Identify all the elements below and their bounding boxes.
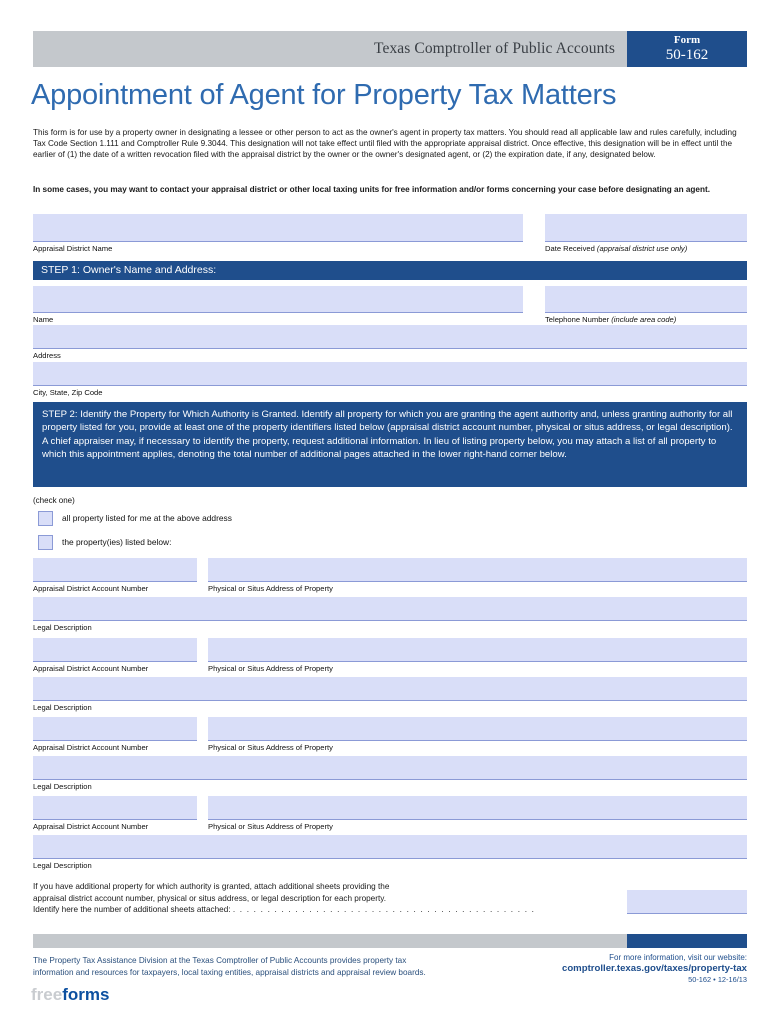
- property-legal-description-label: Legal Description: [33, 782, 92, 791]
- footer-website-link[interactable]: comptroller.texas.gov/taxes/property-tax: [561, 963, 747, 974]
- property-account-number-label: Appraisal District Account Number: [33, 584, 149, 593]
- freeforms-logo: [31, 985, 109, 1005]
- date-received-input[interactable]: [545, 214, 747, 242]
- logo-forms-text: forms: [62, 985, 110, 1004]
- footer-blue-bar: [627, 934, 747, 948]
- agency-name: Texas Comptroller of Public Accounts: [373, 40, 615, 57]
- checkbox-all-property-label: all property listed for me at the above address: [62, 513, 232, 523]
- form-number: 50-162: [665, 47, 709, 63]
- appraisal-district-name-label: Appraisal District Name: [33, 244, 113, 253]
- property-situs-address-input[interactable]: [208, 796, 747, 820]
- footer-description-line2: information and resources for taxpayers, local taxing entities, appraisal districts and appraisal review boards.: [33, 967, 426, 977]
- property-legal-description-label: Legal Description: [33, 623, 92, 632]
- page-title: Appointment of Agent for Property Tax Matters: [31, 79, 617, 111]
- property-situs-address-label: Physical or Situs Address of Property: [208, 584, 333, 593]
- step2-heading: STEP 2: Identify the Property for Which Authority is Granted. Identify all property for which you are granting the agent authority and, unless granting authority for all property listed for you, provide at least one of the property identifiers listed below (appraisal district account number, physical or situs address, or legal description). A chief appraiser may, if necessary to identify the property, request additional information. In lieu of listing property below, you may attach a list of all property to which this appointment applies, denoting the total number of additional pages attached in the lower right-hand corner below.: [33, 402, 747, 487]
- footer-description-line1: The Property Tax Assistance Division at the Texas Comptroller of Public Accounts provides property tax: [33, 956, 407, 965]
- leader-dots: . . . . . . . . . . . . . . . . . . . . . . . . . . . . . . . . . . . . . . . . . . . .: [232, 905, 536, 915]
- footer-more-info-text: For more information, visit our website:: [609, 953, 747, 962]
- header-gray-bar: [33, 31, 627, 67]
- intro-bold-paragraph: In some cases, you may want to contact your appraisal district or other local taxing units for free information and/or forms concerning your case before designating an agent.: [33, 185, 710, 194]
- property-account-number-label: Appraisal District Account Number: [33, 743, 149, 752]
- telephone-label: Telephone Number (include area code): [545, 315, 677, 324]
- property-account-number-input[interactable]: [33, 638, 197, 662]
- intro-paragraph: This form is for use by a property owner in designating a lessee or other person to act as the owner's agent in property tax matters. You should read all applicable law and rules carefully, including Tax Code Section 1.111 and Comptroller Rule 9.3044. This designation will not take effect until filed with the appropriate appraisal district. Once effective, this designation will be in effect until the earlier of (1) the date of a written revocation filed with the appraisal district by the owner or the owner's designated agent, or (2) the expiration date, if any, designated below.: [33, 128, 737, 160]
- property-legal-description-input[interactable]: [33, 756, 747, 780]
- property-situs-address-label: Physical or Situs Address of Property: [208, 664, 333, 673]
- footer-gray-bar: [33, 934, 627, 948]
- checkbox-listed-below[interactable]: [38, 535, 53, 550]
- city-state-zip-label: City, State, Zip Code: [33, 388, 103, 397]
- property-legal-description-label: Legal Description: [33, 703, 92, 712]
- owner-name-input[interactable]: [33, 286, 523, 313]
- logo-free-text: free: [31, 985, 63, 1004]
- date-received-label: Date Received (appraisal district use only): [545, 244, 688, 253]
- check-one-label: (check one): [33, 496, 75, 505]
- address-label: Address: [33, 351, 61, 360]
- form-label: Form: [673, 34, 701, 46]
- additional-sheets-count-input[interactable]: [627, 890, 747, 914]
- property-situs-address-label: Physical or Situs Address of Property: [208, 822, 333, 831]
- additional-sheets-line2: appraisal district account number, physical or situs address, or legal description for each property.: [33, 893, 386, 903]
- additional-sheets-note: [33, 881, 623, 916]
- telephone-input[interactable]: [545, 286, 747, 313]
- form-header: [33, 31, 747, 67]
- property-account-number-input[interactable]: [33, 558, 197, 582]
- property-account-number-input[interactable]: [33, 717, 197, 741]
- additional-sheets-prefix: Identify here the number of additional sheets attached:: [33, 905, 231, 915]
- property-legal-description-input[interactable]: [33, 677, 747, 701]
- additional-sheets-line3: [33, 904, 623, 916]
- appraisal-district-name-input[interactable]: [33, 214, 523, 242]
- step1-heading: STEP 1: Owner's Name and Address:: [33, 261, 747, 280]
- checkbox-listed-below-label: the property(ies) listed below:: [62, 537, 172, 547]
- property-account-number-label: Appraisal District Account Number: [33, 822, 149, 831]
- property-situs-address-input[interactable]: [208, 717, 747, 741]
- checkbox-all-property[interactable]: [38, 511, 53, 526]
- additional-sheets-line1: If you have additional property for which authority is granted, attach additional sheets providing the: [33, 882, 390, 891]
- form-number-badge: [627, 31, 747, 67]
- address-input[interactable]: [33, 325, 747, 349]
- property-legal-description-input[interactable]: [33, 597, 747, 621]
- property-legal-description-input[interactable]: [33, 835, 747, 859]
- property-situs-address-input[interactable]: [208, 558, 747, 582]
- owner-name-label: Name: [33, 315, 54, 324]
- property-account-number-label: Appraisal District Account Number: [33, 664, 149, 673]
- city-state-zip-input[interactable]: [33, 362, 747, 386]
- property-account-number-input[interactable]: [33, 796, 197, 820]
- footer-website-block: [417, 953, 747, 984]
- property-legal-description-label: Legal Description: [33, 861, 92, 870]
- property-situs-address-label: Physical or Situs Address of Property: [208, 743, 333, 752]
- property-situs-address-input[interactable]: [208, 638, 747, 662]
- footer-revision: 50-162 • 12-16/13: [688, 975, 747, 984]
